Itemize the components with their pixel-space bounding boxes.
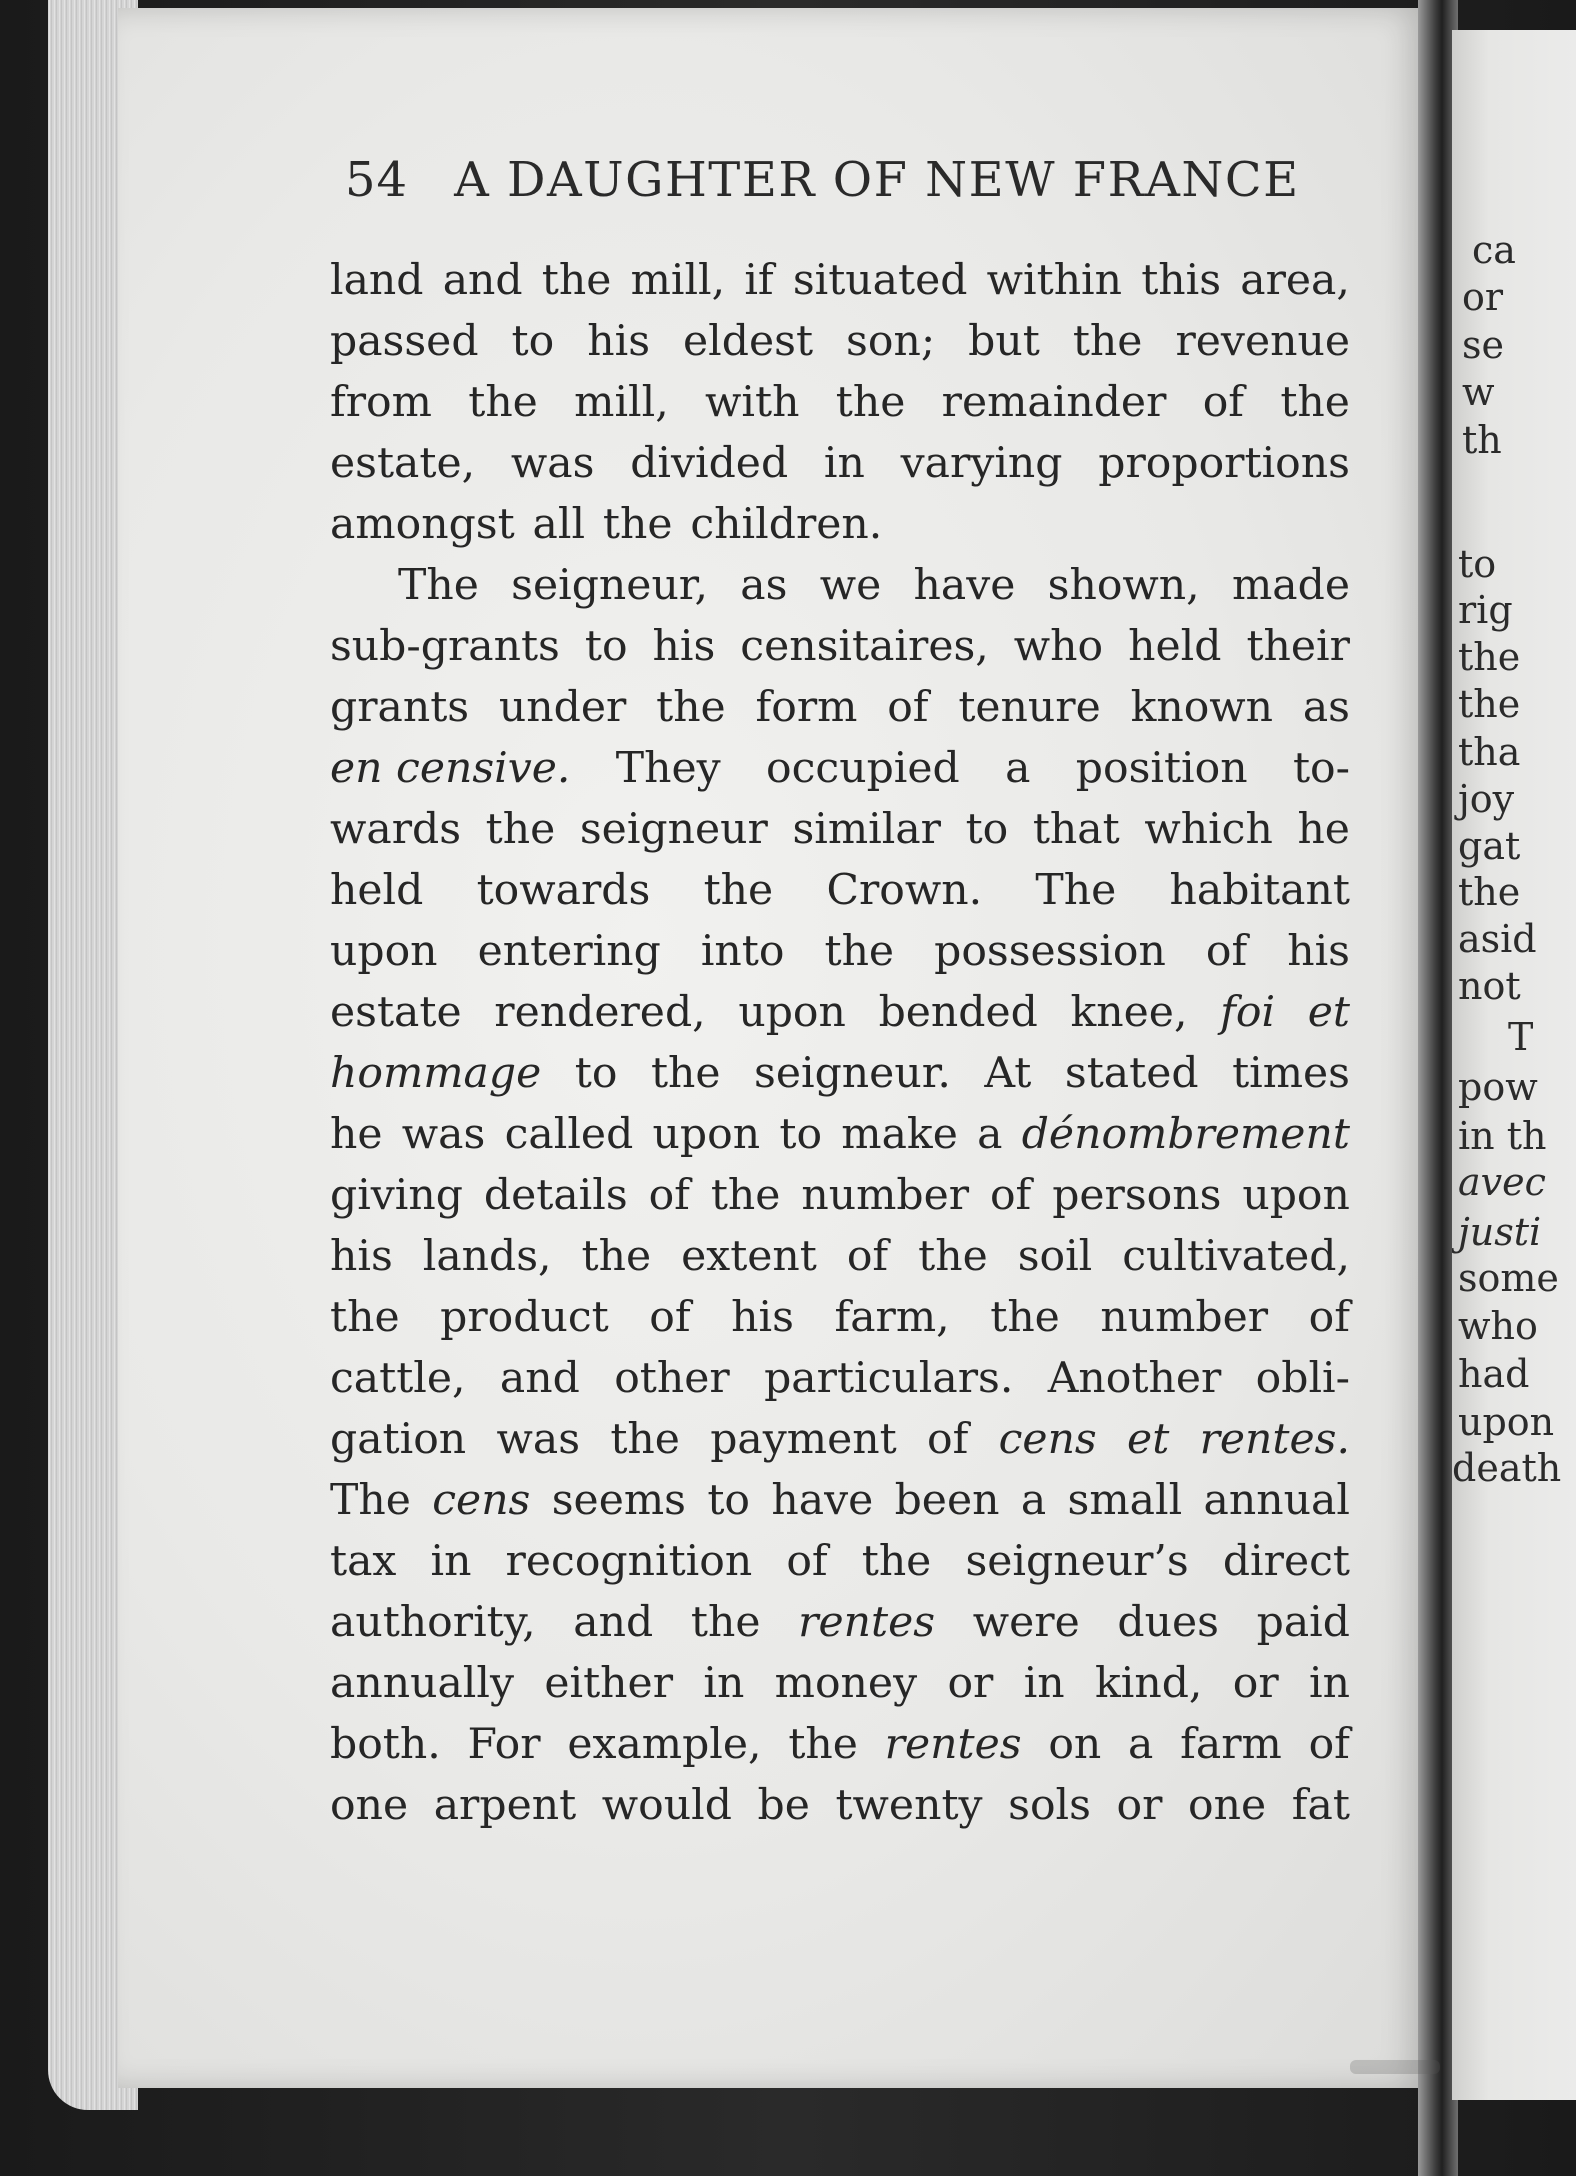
- word: the: [541, 256, 612, 305]
- word: the: [990, 1293, 1060, 1342]
- word: recognition: [505, 1537, 753, 1586]
- word: the: [788, 1720, 858, 1769]
- word: with: [705, 378, 800, 427]
- word: and: [442, 256, 523, 305]
- right-page-fragment: not: [1458, 964, 1521, 1008]
- word: the: [610, 1415, 680, 1464]
- word: They: [615, 744, 721, 793]
- word: held: [330, 866, 424, 915]
- word: number: [801, 1171, 970, 1220]
- word: land: [330, 256, 424, 305]
- right-page-fragment: to: [1458, 542, 1497, 586]
- right-page-fragment: asid: [1458, 917, 1537, 961]
- word: a: [1005, 744, 1031, 793]
- right-page-fragment: in th: [1458, 1114, 1547, 1158]
- word: payment: [710, 1415, 897, 1464]
- word: upon: [738, 988, 846, 1037]
- word: were: [972, 1598, 1080, 1647]
- word: proportions: [1098, 439, 1350, 488]
- text-line: [330, 1714, 1350, 1775]
- word: rentes: [884, 1720, 1022, 1769]
- word: into: [700, 927, 785, 976]
- word: the: [330, 1293, 400, 1342]
- right-page-fragment: joy: [1458, 777, 1515, 821]
- word: The: [1035, 866, 1117, 915]
- right-page-fragment: tha: [1458, 730, 1521, 774]
- word: possession: [934, 927, 1166, 976]
- word: his: [731, 1293, 794, 1342]
- text-line: [330, 1043, 1350, 1104]
- word: and: [499, 1354, 580, 1403]
- word: number: [1100, 1293, 1269, 1342]
- word: was: [510, 439, 595, 488]
- right-page-fragment: the: [1458, 870, 1521, 914]
- word: the: [918, 1232, 988, 1281]
- word: upon: [1242, 1171, 1350, 1220]
- text-line: [330, 738, 1350, 799]
- word: position: [1075, 744, 1248, 793]
- word: a: [1128, 1720, 1154, 1769]
- text-line: [330, 616, 1350, 677]
- word: other: [614, 1354, 730, 1403]
- word: of: [649, 1293, 691, 1342]
- text-line: [330, 1287, 1350, 1348]
- word: cattle,: [330, 1354, 466, 1403]
- word: hommage: [330, 1049, 542, 1098]
- text-line: [330, 921, 1350, 982]
- word: to-: [1292, 744, 1350, 793]
- word: amongst: [330, 500, 515, 549]
- word: the: [1280, 378, 1350, 427]
- word: of: [1308, 1720, 1350, 1769]
- word: the: [703, 866, 774, 915]
- word: he: [330, 1110, 383, 1159]
- word: of: [648, 1171, 690, 1220]
- word: farm,: [834, 1293, 950, 1342]
- word: mill,: [574, 378, 669, 427]
- word: form: [755, 683, 858, 732]
- word: within: [986, 256, 1123, 305]
- right-page-fragment: death: [1452, 1446, 1562, 1490]
- word: the: [602, 500, 673, 549]
- right-page-fragment: upon: [1458, 1400, 1555, 1444]
- word: upon: [652, 1110, 761, 1159]
- word: stated: [1064, 1049, 1199, 1098]
- word: mill,: [630, 256, 726, 305]
- word: of: [926, 1415, 969, 1464]
- word: persons: [1052, 1171, 1222, 1220]
- word: who: [1013, 622, 1104, 671]
- word: cens: [998, 1415, 1097, 1464]
- body-text: [330, 250, 1350, 1836]
- word: For: [467, 1720, 541, 1769]
- text-line: [330, 1226, 1350, 1287]
- word: farm: [1180, 1720, 1282, 1769]
- word: and: [573, 1598, 654, 1647]
- text-line: [330, 1104, 1350, 1165]
- word: bended: [878, 988, 1038, 1037]
- word: the: [468, 378, 538, 427]
- word: cens: [432, 1476, 531, 1525]
- word: sub-grants: [330, 622, 560, 671]
- word: we: [819, 561, 882, 610]
- text-line: [330, 494, 1350, 555]
- word: to: [584, 622, 628, 671]
- word: that: [1032, 805, 1120, 854]
- right-page-fragment: pow: [1458, 1065, 1538, 1109]
- word: eldest: [683, 317, 814, 366]
- word: to: [574, 1049, 618, 1098]
- running-title: A DAUGHTER OF NEW FRANCE: [454, 152, 1300, 208]
- word: the: [824, 927, 895, 976]
- word: rentes: [798, 1598, 936, 1647]
- word: but: [968, 317, 1040, 366]
- text-line: [330, 372, 1350, 433]
- word: censitaires,: [740, 622, 989, 671]
- word: towards: [476, 866, 651, 915]
- word: upon: [330, 927, 438, 976]
- word: extent: [681, 1232, 817, 1281]
- right-page-fragment: or: [1462, 275, 1504, 319]
- word: one: [1188, 1781, 1267, 1830]
- word: et: [1127, 1415, 1170, 1464]
- word: or: [1232, 1659, 1279, 1708]
- word: which: [1144, 805, 1273, 854]
- word: have: [913, 561, 1016, 610]
- word: be: [757, 1781, 810, 1830]
- word: paid: [1256, 1598, 1350, 1647]
- word: was: [401, 1110, 486, 1159]
- right-page-fragment: se: [1462, 323, 1504, 367]
- word: estate,: [330, 439, 476, 488]
- right-page-fragment: w: [1462, 370, 1495, 414]
- word: the: [835, 378, 906, 427]
- word: direct: [1222, 1537, 1350, 1586]
- word: both.: [330, 1720, 441, 1769]
- word: wards: [330, 805, 462, 854]
- word: money: [774, 1659, 918, 1708]
- word: of: [846, 1232, 889, 1281]
- word: estate: [330, 988, 462, 1037]
- text-line: [330, 1531, 1350, 1592]
- word: giving: [330, 1171, 463, 1220]
- right-page: [1452, 30, 1576, 2100]
- word: the: [861, 1537, 932, 1586]
- word: foi: [1220, 988, 1276, 1037]
- right-page-fragment: T: [1508, 1015, 1534, 1059]
- word: would: [601, 1781, 732, 1830]
- word: annual: [1203, 1476, 1350, 1525]
- text-line: [330, 1165, 1350, 1226]
- right-page-fragment: some: [1458, 1256, 1559, 1300]
- word: revenue: [1175, 317, 1350, 366]
- word-group: [330, 738, 570, 799]
- text-line: [330, 433, 1350, 494]
- word: twenty: [835, 1781, 983, 1830]
- word: his: [1287, 927, 1350, 976]
- word: dues: [1117, 1598, 1219, 1647]
- word: varying: [900, 439, 1063, 488]
- word: arpent: [433, 1781, 577, 1830]
- word: lands,: [422, 1232, 552, 1281]
- word: as: [1302, 683, 1350, 732]
- word: divided: [630, 439, 789, 488]
- word: either: [544, 1659, 674, 1708]
- right-page-fragment: the: [1458, 682, 1521, 726]
- word: from: [330, 378, 432, 427]
- word: in: [1023, 1659, 1065, 1708]
- word: entering: [477, 927, 661, 976]
- text-line: [330, 1409, 1350, 1470]
- word: knee,: [1070, 988, 1188, 1037]
- word: passed: [330, 317, 479, 366]
- word: on: [1048, 1720, 1102, 1769]
- right-page-fragment: th: [1462, 418, 1502, 462]
- text-line: [330, 799, 1350, 860]
- word: a: [1020, 1476, 1047, 1525]
- word: the: [581, 1232, 652, 1281]
- word: a: [977, 1110, 1003, 1159]
- word: to: [511, 317, 555, 366]
- word: grants: [330, 683, 470, 732]
- word: to: [965, 805, 1009, 854]
- text-line: [330, 555, 1350, 616]
- word: kind,: [1095, 1659, 1203, 1708]
- word: in: [823, 439, 865, 488]
- word: in: [703, 1659, 745, 1708]
- word: the: [656, 683, 726, 732]
- word: or: [1116, 1781, 1163, 1830]
- word: similar: [792, 805, 941, 854]
- word: particulars.: [764, 1354, 1014, 1403]
- text-line: [330, 1348, 1350, 1409]
- word: At: [984, 1049, 1032, 1098]
- word: the: [690, 1598, 761, 1647]
- word: if: [744, 256, 774, 305]
- text-line: [330, 250, 1350, 311]
- word: made: [1231, 561, 1350, 610]
- word: seigneur,: [511, 561, 708, 610]
- right-page-fragment: rig: [1458, 588, 1513, 632]
- right-page-fragment: avec: [1458, 1160, 1546, 1204]
- word: soil: [1017, 1232, 1093, 1281]
- word: seems: [551, 1476, 686, 1525]
- word: authority,: [330, 1598, 536, 1647]
- word: children.: [690, 500, 883, 549]
- word: obli-: [1255, 1354, 1350, 1403]
- word: of: [1308, 1293, 1350, 1342]
- word: was: [496, 1415, 581, 1464]
- word: rendered,: [494, 988, 706, 1037]
- right-page-fragment: the: [1458, 635, 1521, 679]
- word: this: [1141, 256, 1222, 305]
- word: seigneur’s: [965, 1537, 1189, 1586]
- word: et: [1307, 988, 1350, 1037]
- word: their: [1246, 622, 1350, 671]
- word: habitant: [1169, 866, 1350, 915]
- word: gation: [330, 1415, 467, 1464]
- word: details: [483, 1171, 628, 1220]
- word: held: [1128, 622, 1222, 671]
- word: occupied: [766, 744, 960, 793]
- word: in: [430, 1537, 472, 1586]
- word: seigneur.: [754, 1049, 951, 1098]
- right-page-fragment: who: [1458, 1304, 1538, 1348]
- word: en cens: [330, 744, 495, 793]
- word: Another: [1047, 1354, 1222, 1403]
- word: of: [786, 1537, 828, 1586]
- word: The: [398, 561, 479, 610]
- text-line: [330, 311, 1350, 372]
- word: shown,: [1047, 561, 1200, 610]
- word: seigneur: [579, 805, 768, 854]
- word: have: [771, 1476, 874, 1525]
- word: sols: [1008, 1781, 1091, 1830]
- page-mark: [1350, 2060, 1440, 2074]
- word: been: [894, 1476, 1000, 1525]
- word: of: [887, 683, 929, 732]
- word: the: [710, 1171, 781, 1220]
- text-line: [330, 982, 1350, 1043]
- word: son;: [846, 317, 936, 366]
- word: or: [947, 1659, 994, 1708]
- word: Crown.: [826, 866, 983, 915]
- running-header: [345, 152, 1313, 208]
- word: fat: [1291, 1781, 1350, 1830]
- word: called: [504, 1110, 634, 1159]
- text-line: [330, 1653, 1350, 1714]
- word: ive.: [494, 744, 571, 793]
- text-line: [330, 1470, 1350, 1531]
- word: all: [532, 500, 586, 549]
- word: cultivated,: [1122, 1232, 1350, 1281]
- word: to: [707, 1476, 750, 1525]
- word: known: [1130, 683, 1274, 732]
- word: rentes.: [1199, 1415, 1350, 1464]
- word: his: [330, 1232, 393, 1281]
- word: of: [989, 1171, 1032, 1220]
- text-line: [330, 1592, 1350, 1653]
- word: dénombrement: [1021, 1110, 1350, 1159]
- word: make: [841, 1110, 958, 1159]
- word: product: [440, 1293, 609, 1342]
- word: the: [485, 805, 556, 854]
- text-line: [330, 1775, 1350, 1836]
- word: in: [1309, 1659, 1350, 1708]
- word: situated: [792, 256, 968, 305]
- word: The: [330, 1476, 411, 1525]
- right-page-fragment: justi: [1458, 1210, 1542, 1254]
- word: of: [1202, 378, 1245, 427]
- text-line: [330, 860, 1350, 921]
- word: remainder: [941, 378, 1167, 427]
- text-line: [330, 677, 1350, 738]
- word: his: [587, 317, 651, 366]
- word: under: [498, 683, 627, 732]
- word: of: [1205, 927, 1248, 976]
- word: small: [1067, 1476, 1183, 1525]
- word: he: [1297, 805, 1350, 854]
- word: one: [330, 1781, 409, 1830]
- word: example,: [567, 1720, 762, 1769]
- right-page-fragment: ca: [1472, 228, 1516, 272]
- page-number: 54: [345, 152, 409, 208]
- word: tenure: [958, 683, 1101, 732]
- right-page-fragment: had: [1458, 1352, 1530, 1396]
- word: his: [652, 622, 716, 671]
- right-page-fragment: gat: [1458, 824, 1521, 868]
- word: annually: [330, 1659, 514, 1708]
- word: times: [1232, 1049, 1350, 1098]
- word: tax: [330, 1537, 397, 1586]
- word: the: [650, 1049, 721, 1098]
- word: to: [779, 1110, 823, 1159]
- word: area,: [1240, 256, 1350, 305]
- word: the: [1072, 317, 1143, 366]
- word: as: [740, 561, 788, 610]
